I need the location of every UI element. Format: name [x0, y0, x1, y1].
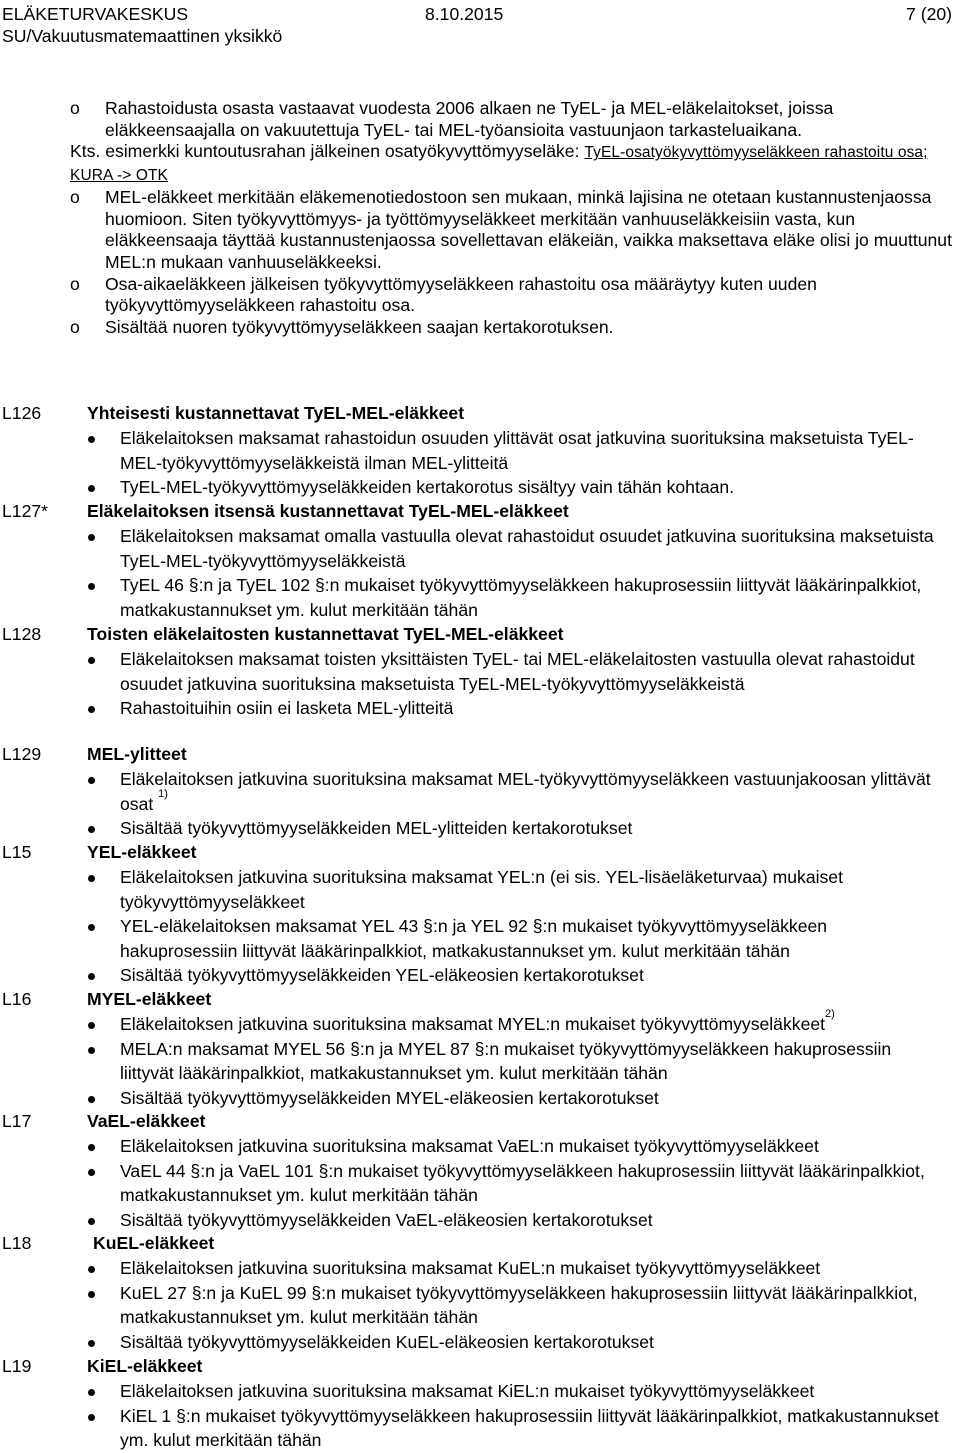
- section-title: VaEL-eläkkeet: [87, 1111, 206, 1131]
- section-code: L18: [2, 1233, 32, 1253]
- section-code: L129: [2, 744, 42, 764]
- section-code: L128: [2, 624, 42, 644]
- bullet-text: TyEL-MEL-työkyvyttömyyseläkkeiden kertakorotus sisältyy vain tähän kohtaan.: [120, 477, 735, 497]
- section-title: Yhteisesti kustannettavat TyEL-MEL-eläkkeet: [87, 403, 465, 423]
- bullet-dot-icon: [88, 1291, 95, 1298]
- bullet-dot-icon: [88, 485, 95, 492]
- bullet-dot-icon: [88, 1144, 95, 1151]
- section-bullets: [0, 767, 960, 841]
- bullet-dot-icon: [88, 583, 95, 590]
- bullet-item: [0, 475, 960, 500]
- bullet-item: [0, 426, 960, 475]
- list-item-text: Rahastoidusta osasta vastaavat vuodesta 2006 alkaen ne TyEL- ja MEL-eläkelaitokset, joissa eläkkeensaajalla on vakuutettuja TyEL- tai MEL-työansioita vastuunjaon tarkasteluaikana.: [105, 98, 834, 140]
- bullet-dot-icon: [88, 777, 95, 784]
- bullet-text: KiEL 1 §:n mukaiset työkyvyttömyyseläkkeen hakuprosessiin liittyvät lääkärinpalkkiot, matkakustannukset ym. kulut merkitään tähän: [120, 1405, 939, 1450]
- section-bullets: [0, 1379, 960, 1453]
- bullet-text: Sisältää työkyvyttömyyseläkkeiden VaEL-eläkeosien kertakorotukset: [120, 1209, 653, 1230]
- bullet-dot-icon: [88, 657, 95, 664]
- bullet-dot-icon: [88, 534, 95, 541]
- bullet-text: Eläkelaitoksen jatkuvina suorituksina maksamat YEL:n (ei sis. YEL-lisäeläketurvaa) mukaiset työkyvyttömyyseläkkeet: [120, 867, 843, 912]
- section-code: L19: [2, 1356, 32, 1376]
- section-bullets: [0, 647, 960, 721]
- section-bullets: [0, 1134, 960, 1232]
- bullet-dot-icon: [88, 1169, 95, 1176]
- bullet-dot-icon: [88, 706, 95, 713]
- list-item-text: Sisältää nuoren työkyvyttömyyseläkkeen saajan kertakorotuksen.: [105, 317, 614, 338]
- bullet-text: Sisältää työkyvyttömyyseläkkeiden MYEL-eläkeosien kertakorotukset: [120, 1087, 659, 1108]
- bullet-dot-icon: [88, 1389, 95, 1396]
- header-organization: ELÄKETURVAKESKUS: [2, 4, 189, 24]
- bullet-dot-icon: [88, 1047, 95, 1054]
- bullet-item: [0, 1379, 960, 1404]
- bullet-text: YEL-eläkelaitoksen maksamat YEL 43 §:n ja YEL 92 §:n mukaiset työkyvyttömyyseläkkeen hakuprosessiin liittyvät lääkärinpalkkiot, matkakustannukset ym. kulut merkitään tähän: [120, 916, 828, 961]
- bullet-text: TyEL 46 §:n ja TyEL 102 §:n mukaiset työkyvyttömyyseläkkeen hakuprosessiin liittyvät lääkärinpalkkiot, matkakustannukset ym. kulut merkitään tähän: [120, 575, 922, 620]
- section-bullets: [0, 1256, 960, 1354]
- list-item: [0, 98, 960, 141]
- section-code: L16: [2, 989, 32, 1009]
- bullet-text: Sisältää työkyvyttömyyseläkkeiden YEL-eläkeosien kertakorotukset: [120, 965, 644, 985]
- bullet-text: KuEL 27 §:n ja KuEL 99 §:n mukaiset työkyvyttömyyseläkkeen hakuprosessiin liittyvät lääkärinpalkkiot, matkakustannukset ym. kulut merkitään tähän: [120, 1282, 918, 1327]
- bullet-item: [0, 1281, 960, 1330]
- bullet-text: Eläkelaitoksen maksamat omalla vastuulla olevat rahastoidut osuudet jatkuvina suorituksina maksetuista TyEL-MEL-työkyvyttömyyseläkkeistä: [120, 526, 934, 571]
- bullet-item: [0, 1008, 960, 1037]
- list-item: [0, 274, 960, 317]
- section-bullets: [0, 865, 960, 988]
- section-bullets: [0, 1008, 960, 1110]
- bullet-item: [0, 963, 960, 988]
- section-title: MYEL-eläkkeet: [87, 989, 212, 1009]
- bullet-item: [0, 524, 960, 573]
- footnote-marker: 2): [825, 1008, 835, 1021]
- bullet-item: [0, 1159, 960, 1208]
- bullet-dot-icon: [88, 1414, 95, 1421]
- top-bullet-list: [0, 98, 960, 339]
- bullet-item: [0, 767, 960, 816]
- section-code: L15: [2, 842, 32, 862]
- section-title: Eläkelaitoksen itsensä kustannettavat TyEL-MEL-eläkkeet: [87, 501, 569, 521]
- bullet-item: [0, 914, 960, 963]
- bullet-text: Eläkelaitoksen maksamat rahastoidun osuuden ylittävät osat jatkuvina suorituksina maksetuista TyEL-MEL-työkyvyttömyyseläkkeistä ilman MEL-ylitteitä: [120, 428, 914, 473]
- bullet-item: [0, 816, 960, 841]
- section-code: L126: [2, 403, 42, 423]
- bullet-text: Eläkelaitoksen jatkuvina suorituksina maksamat MEL-työkyvyttömyyseläkkeen vastuunjakoosan ylittävät osat: [120, 769, 931, 814]
- list-item: [0, 187, 960, 274]
- bullet-dot-icon: [88, 875, 95, 882]
- section-title: MEL-ylitteet: [87, 744, 187, 764]
- section-title: YEL-eläkkeet: [87, 842, 197, 862]
- bullet-text: Rahastoituihin osiin ei lasketa MEL-ylitteitä: [120, 698, 454, 718]
- bullet-item: [0, 647, 960, 696]
- list-item-text: Osa-aikaeläkkeen jälkeisen työkyvyttömyyseläkkeen rahastoitu osa määräytyy kuten uuden työkyvyttömyyseläkkeen rahastoitu osa.: [105, 273, 817, 316]
- bullet-item: [0, 1086, 960, 1111]
- bullet-dot-icon: [88, 1096, 95, 1103]
- bullet-dot-icon: [88, 1022, 95, 1029]
- header-page-number: 7 (20): [906, 4, 952, 24]
- section-bullets: [0, 524, 960, 622]
- bullet-dot-icon: [88, 1340, 95, 1347]
- bullet-item: [0, 696, 960, 721]
- bullet-item: [0, 573, 960, 622]
- section-bullets: [0, 426, 960, 500]
- section-title: KuEL-eläkkeet: [93, 1233, 215, 1253]
- page-header: [0, 2, 960, 46]
- bullet-text: Eläkelaitoksen jatkuvina suorituksina maksamat KiEL:n mukaiset työkyvyttömyyseläkkeet: [120, 1381, 815, 1401]
- bullet-item: [0, 865, 960, 914]
- bullet-item: [0, 1134, 960, 1159]
- section-code: L17: [2, 1111, 32, 1131]
- bullet-text: Eläkelaitoksen maksamat toisten yksittäisten TyEL- tai MEL-eläkelaitosten vastuulla olevat rahastoidut osuudet jatkuvina suorituksina maksetuista TyEL-MEL-työkyvyttömyyseläkkeistä: [120, 649, 915, 694]
- list-marker: o: [70, 273, 80, 294]
- header-date: 8.10.2015: [425, 4, 504, 24]
- list-item: [0, 317, 960, 339]
- section-title: Toisten eläkelaitosten kustannettavat TyEL-MEL-eläkkeet: [87, 624, 564, 644]
- bullet-dot-icon: [88, 973, 95, 980]
- bullet-dot-icon: [88, 1266, 95, 1273]
- bullet-dot-icon: [88, 924, 95, 931]
- reference-link[interactable]: TyEL-osatyökyvyttömyyseläkkeen rahastoitu osa; KURA -> OTK: [70, 144, 928, 185]
- bullet-item: [0, 1037, 960, 1086]
- bullet-text: Eläkelaitoksen jatkuvina suorituksina maksamat MYEL:n mukaiset työkyvyttömyyseläkkeet: [120, 1014, 826, 1034]
- list-marker: o: [70, 317, 80, 338]
- list-marker: o: [70, 186, 80, 207]
- section-code: L127*: [2, 501, 48, 521]
- bullet-item: [0, 1330, 960, 1355]
- bullet-dot-icon: [88, 436, 95, 443]
- reference-note: [0, 141, 960, 186]
- bullet-text: Sisältää työkyvyttömyyseläkkeiden KuEL-eläkeosien kertakorotukset: [120, 1331, 654, 1352]
- bullet-dot-icon: [88, 1218, 95, 1225]
- bullet-item: [0, 1208, 960, 1233]
- bullet-dot-icon: [88, 826, 95, 833]
- bullet-text: MELA:n maksamat MYEL 56 §:n ja MYEL 87 §:n mukaiset työkyvyttömyyseläkkeen hakuprosessiin liittyvät lääkärinpalkkiot, matkakustannukset ym. kulut merkitään tähän: [120, 1038, 892, 1083]
- section-title: KiEL-eläkkeet: [87, 1356, 203, 1376]
- bullet-text: VaEL 44 §:n ja VaEL 101 §:n mukaiset työkyvyttömyyseläkkeen hakuprosessiin liittyvät lääkärinpalkkiot, matkakustannukset ym. kulut merkitään tähän: [120, 1160, 925, 1205]
- header-unit: SU/Vakuutusmatemaattinen yksikkö: [2, 26, 283, 46]
- bullet-text: Eläkelaitoksen jatkuvina suorituksina maksamat KuEL:n mukaiset työkyvyttömyyseläkkeet: [120, 1258, 821, 1278]
- reference-lead-text: Kts. esimerkki kuntoutusrahan jälkeinen osatyökyvyttömyyseläke:: [70, 141, 585, 162]
- list-marker: o: [70, 98, 80, 118]
- bullet-item: [0, 1256, 960, 1281]
- bullet-item: [0, 1404, 960, 1453]
- bullet-text: Sisältää työkyvyttömyyseläkkeiden MEL-ylitteiden kertakorotukset: [120, 818, 633, 838]
- bullet-text: Eläkelaitoksen jatkuvina suorituksina maksamat VaEL:n mukaiset työkyvyttömyyseläkkeet: [120, 1136, 819, 1156]
- list-item-text: MEL-eläkkeet merkitään eläkemenotiedostoon sen mukaan, minkä lajisina ne otetaan kustannustenjaossa huomioon. Siten työkyvyttömyys- ja työttömyyseläkkeet merkitään vanhuuseläkkeisiin vasta, kun eläkkeensaaja täyttää kustannustenjaossa sovellettavan eläkeiän, vaikka maksettava eläke olisi jo muuttunut MEL:n mukaan vanhuuseläkkeeksi.: [105, 186, 952, 272]
- footnote-marker: 1): [158, 787, 168, 800]
